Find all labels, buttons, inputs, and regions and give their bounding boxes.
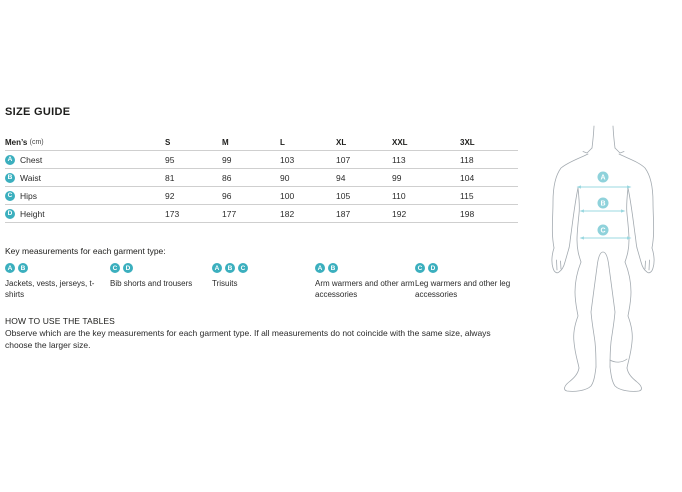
table-row-hips xyxy=(5,187,518,205)
page-title: SIZE GUIDE xyxy=(5,106,71,118)
body-measurement-diagram xyxy=(548,124,658,394)
table-row-waist xyxy=(5,169,518,187)
garment-group-label: Jackets, vests, jerseys, t-shirts xyxy=(5,279,95,299)
garment-group-armwarmers xyxy=(315,263,417,300)
measure-badge-c: C xyxy=(238,263,248,273)
value-cell: 103 xyxy=(280,154,295,165)
garment-group-trisuits xyxy=(212,263,302,289)
chest-measure-arrow xyxy=(577,185,632,188)
value-cell: 81 xyxy=(165,172,175,183)
svg-text:A: A xyxy=(600,174,606,182)
how-to-heading: HOW TO USE THE TABLES xyxy=(5,316,115,326)
measure-badge-b: B xyxy=(5,173,15,183)
measure-badge-d: D xyxy=(5,209,15,219)
measure-badge-b: B xyxy=(18,263,28,273)
col-header-3xl: 3XL xyxy=(460,138,475,147)
mens-label: Men’s xyxy=(5,138,28,147)
figure-badge-c xyxy=(598,225,609,236)
svg-text:B: B xyxy=(600,200,606,208)
measure-badge-c: C xyxy=(415,263,425,273)
value-cell: 177 xyxy=(222,208,237,219)
measure-badge-a: A xyxy=(5,155,15,165)
value-cell: 92 xyxy=(165,190,175,201)
row-label: Height xyxy=(20,208,45,219)
table-row-height xyxy=(5,205,518,223)
body-outline-svg xyxy=(548,124,658,394)
hips-measure-arrow xyxy=(580,236,632,239)
figure-badge-b xyxy=(598,198,609,209)
measure-badge-a: A xyxy=(212,263,222,273)
waist-measure-arrow xyxy=(580,209,626,212)
value-cell: 192 xyxy=(392,208,407,219)
key-measurements-heading: Key measurements for each garment type: xyxy=(5,246,166,256)
value-cell: 118 xyxy=(460,154,474,165)
value-cell: 187 xyxy=(336,208,351,219)
row-label: Waist xyxy=(20,172,41,183)
garment-group-legwarmers xyxy=(415,263,517,300)
value-cell: 86 xyxy=(222,172,232,183)
col-header-s: S xyxy=(165,138,171,147)
measure-badge-d: D xyxy=(428,263,438,273)
row-label: Chest xyxy=(20,154,43,165)
value-cell: 96 xyxy=(222,190,232,201)
table-label-header xyxy=(5,138,165,147)
body-outline xyxy=(552,126,654,391)
col-header-m: M xyxy=(222,138,229,147)
value-cell: 110 xyxy=(392,190,406,201)
garment-group-jerseys xyxy=(5,263,101,300)
how-to-body: Observe which are the key measurements for each garment type. If all measurements do not coincide with the same size, always choose the larger size. xyxy=(5,328,491,350)
value-cell: 95 xyxy=(165,154,175,165)
measure-badge-d: D xyxy=(123,263,133,273)
col-header-xxl: XXL xyxy=(392,138,408,147)
garment-group-bibshorts xyxy=(110,263,210,289)
measure-badge-c: C xyxy=(110,263,120,273)
row-label: Hips xyxy=(20,190,38,201)
value-cell: 105 xyxy=(336,190,351,201)
value-cell: 198 xyxy=(460,208,475,219)
how-to-section xyxy=(5,316,515,351)
garment-group-label: Leg warmers and other leg accessories xyxy=(415,279,511,299)
figure-badge-a xyxy=(598,172,609,183)
size-table-header xyxy=(5,135,518,151)
col-header-xl: XL xyxy=(336,138,347,147)
measure-badge-a: A xyxy=(315,263,325,273)
value-cell: 100 xyxy=(280,190,295,201)
value-cell: 99 xyxy=(222,154,232,165)
measure-badge-b: B xyxy=(225,263,235,273)
table-row-chest xyxy=(5,151,518,169)
measure-badge-b: B xyxy=(328,263,338,273)
value-cell: 182 xyxy=(280,208,295,219)
value-cell: 94 xyxy=(336,172,346,183)
measure-badge-a: A xyxy=(5,263,15,273)
value-cell: 99 xyxy=(392,172,402,183)
value-cell: 104 xyxy=(460,172,475,183)
value-cell: 107 xyxy=(336,154,351,165)
measure-badge-c: C xyxy=(5,191,15,201)
unit-label: (cm) xyxy=(29,139,44,146)
value-cell: 115 xyxy=(460,190,474,201)
size-table xyxy=(5,135,518,223)
value-cell: 90 xyxy=(280,172,290,183)
garment-group-label: Arm warmers and other arm accessories xyxy=(315,279,415,299)
garment-group-label: Bib shorts and trousers xyxy=(110,279,193,288)
svg-text:C: C xyxy=(600,227,606,235)
value-cell: 173 xyxy=(165,208,180,219)
value-cell: 113 xyxy=(392,154,406,165)
col-header-l: L xyxy=(280,138,285,147)
garment-group-label: Trisuits xyxy=(212,279,238,288)
